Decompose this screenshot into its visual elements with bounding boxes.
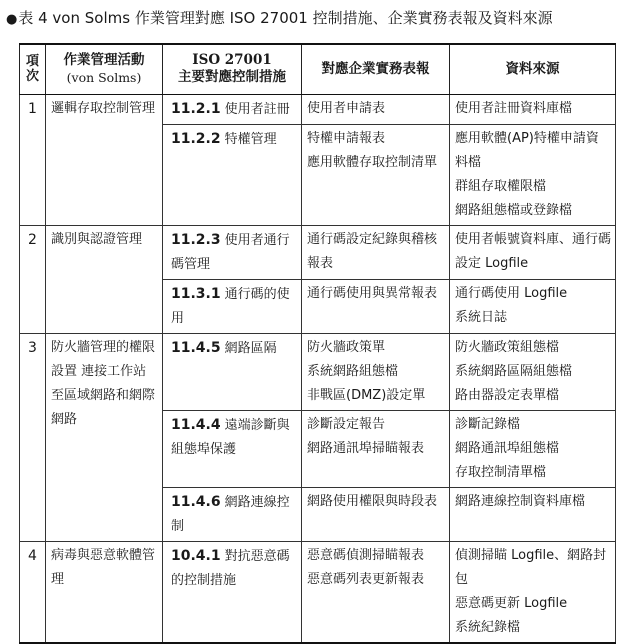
bullet-icon: ● [6,12,18,27]
reports-cell: 防火牆政策單 系統網路組態檔 非戰區(DMZ)設定單 [302,333,450,410]
reports-cell: 惡意碼偵測掃瞄報表 惡意碼列表更新報表 [302,541,450,643]
activity-cell: 識別與認證管理 [46,225,163,333]
header-sources: 資料來源 [450,44,616,94]
sources-cell: 使用者帳號資料庫、通行碼設定 Logfile [450,225,616,279]
sources-cell: 應用軟體(AP)特權申請資料檔 群組存取權限檔 網路組態檔或登錄檔 [450,124,616,225]
table-row [20,225,616,279]
header-reports: 對應企業實務表報 [302,44,450,94]
sources-cell: 網路連線控制資料庫檔 [450,487,616,541]
control-cell: 10.4.1 對抗惡意碼的控制措施 [163,541,302,643]
reports-cell: 通行碼設定紀錄與稽核報表 [302,225,450,279]
row-index: 4 [20,541,46,643]
table-row [20,541,616,643]
row-index: 1 [20,94,46,225]
reports-cell: 網路使用權限與時段表 [302,487,450,541]
header-activity: 作業管理活動 (von Solms) [46,44,163,94]
table-row [20,94,616,124]
control-cell: 11.2.1 使用者註冊 [163,94,302,124]
control-cell: 11.4.6 網路連線控制 [163,487,302,541]
table-caption [6,8,553,30]
caption-text: 表 4 von Solms 作業管理對應 ISO 27001 控制措施、企業實務表報及資料來源 [18,9,553,27]
control-cell: 11.4.4 遠端診斷與組態埠保護 [163,410,302,487]
control-cell: 11.3.1 通行碼的使用 [163,279,302,333]
activity-cell: 邏輯存取控制管理 [46,94,163,225]
sources-cell: 診斷記錄檔 網路通訊埠組態檔 存取控制清單檔 [450,410,616,487]
activity-cell: 病毒與惡意軟體管理 [46,541,163,643]
activity-cell: 防火牆管理的權限設置 連接工作站至區域網路和網際網路 [46,333,163,541]
control-cell: 11.2.3 使用者通行碼管理 [163,225,302,279]
header-iso-controls: ISO 27001 主要對應控制措施 [163,44,302,94]
control-cell: 11.4.5 網路區隔 [163,333,302,410]
sources-cell: 使用者註冊資料庫檔 [450,94,616,124]
reports-cell: 診斷設定報告 網路通訊埠掃瞄報表 [302,410,450,487]
sources-cell: 偵測掃瞄 Logfile、網路封包 惡意碼更新 Logfile 系統紀錄檔 [450,541,616,643]
header-row [20,44,616,94]
mapping-table [19,43,616,644]
header-index: 項 次 [20,44,46,94]
row-index: 3 [20,333,46,541]
table-row [20,333,616,410]
reports-cell: 特權申請報表 應用軟體存取控制清單 [302,124,450,225]
sources-cell: 防火牆政策組態檔 系統網路區隔組態檔 路由器設定表單檔 [450,333,616,410]
reports-cell: 通行碼使用與異常報表 [302,279,450,333]
reports-cell: 使用者申請表 [302,94,450,124]
row-index: 2 [20,225,46,333]
control-cell: 11.2.2 特權管理 [163,124,302,225]
sources-cell: 通行碼使用 Logfile 系統日誌 [450,279,616,333]
